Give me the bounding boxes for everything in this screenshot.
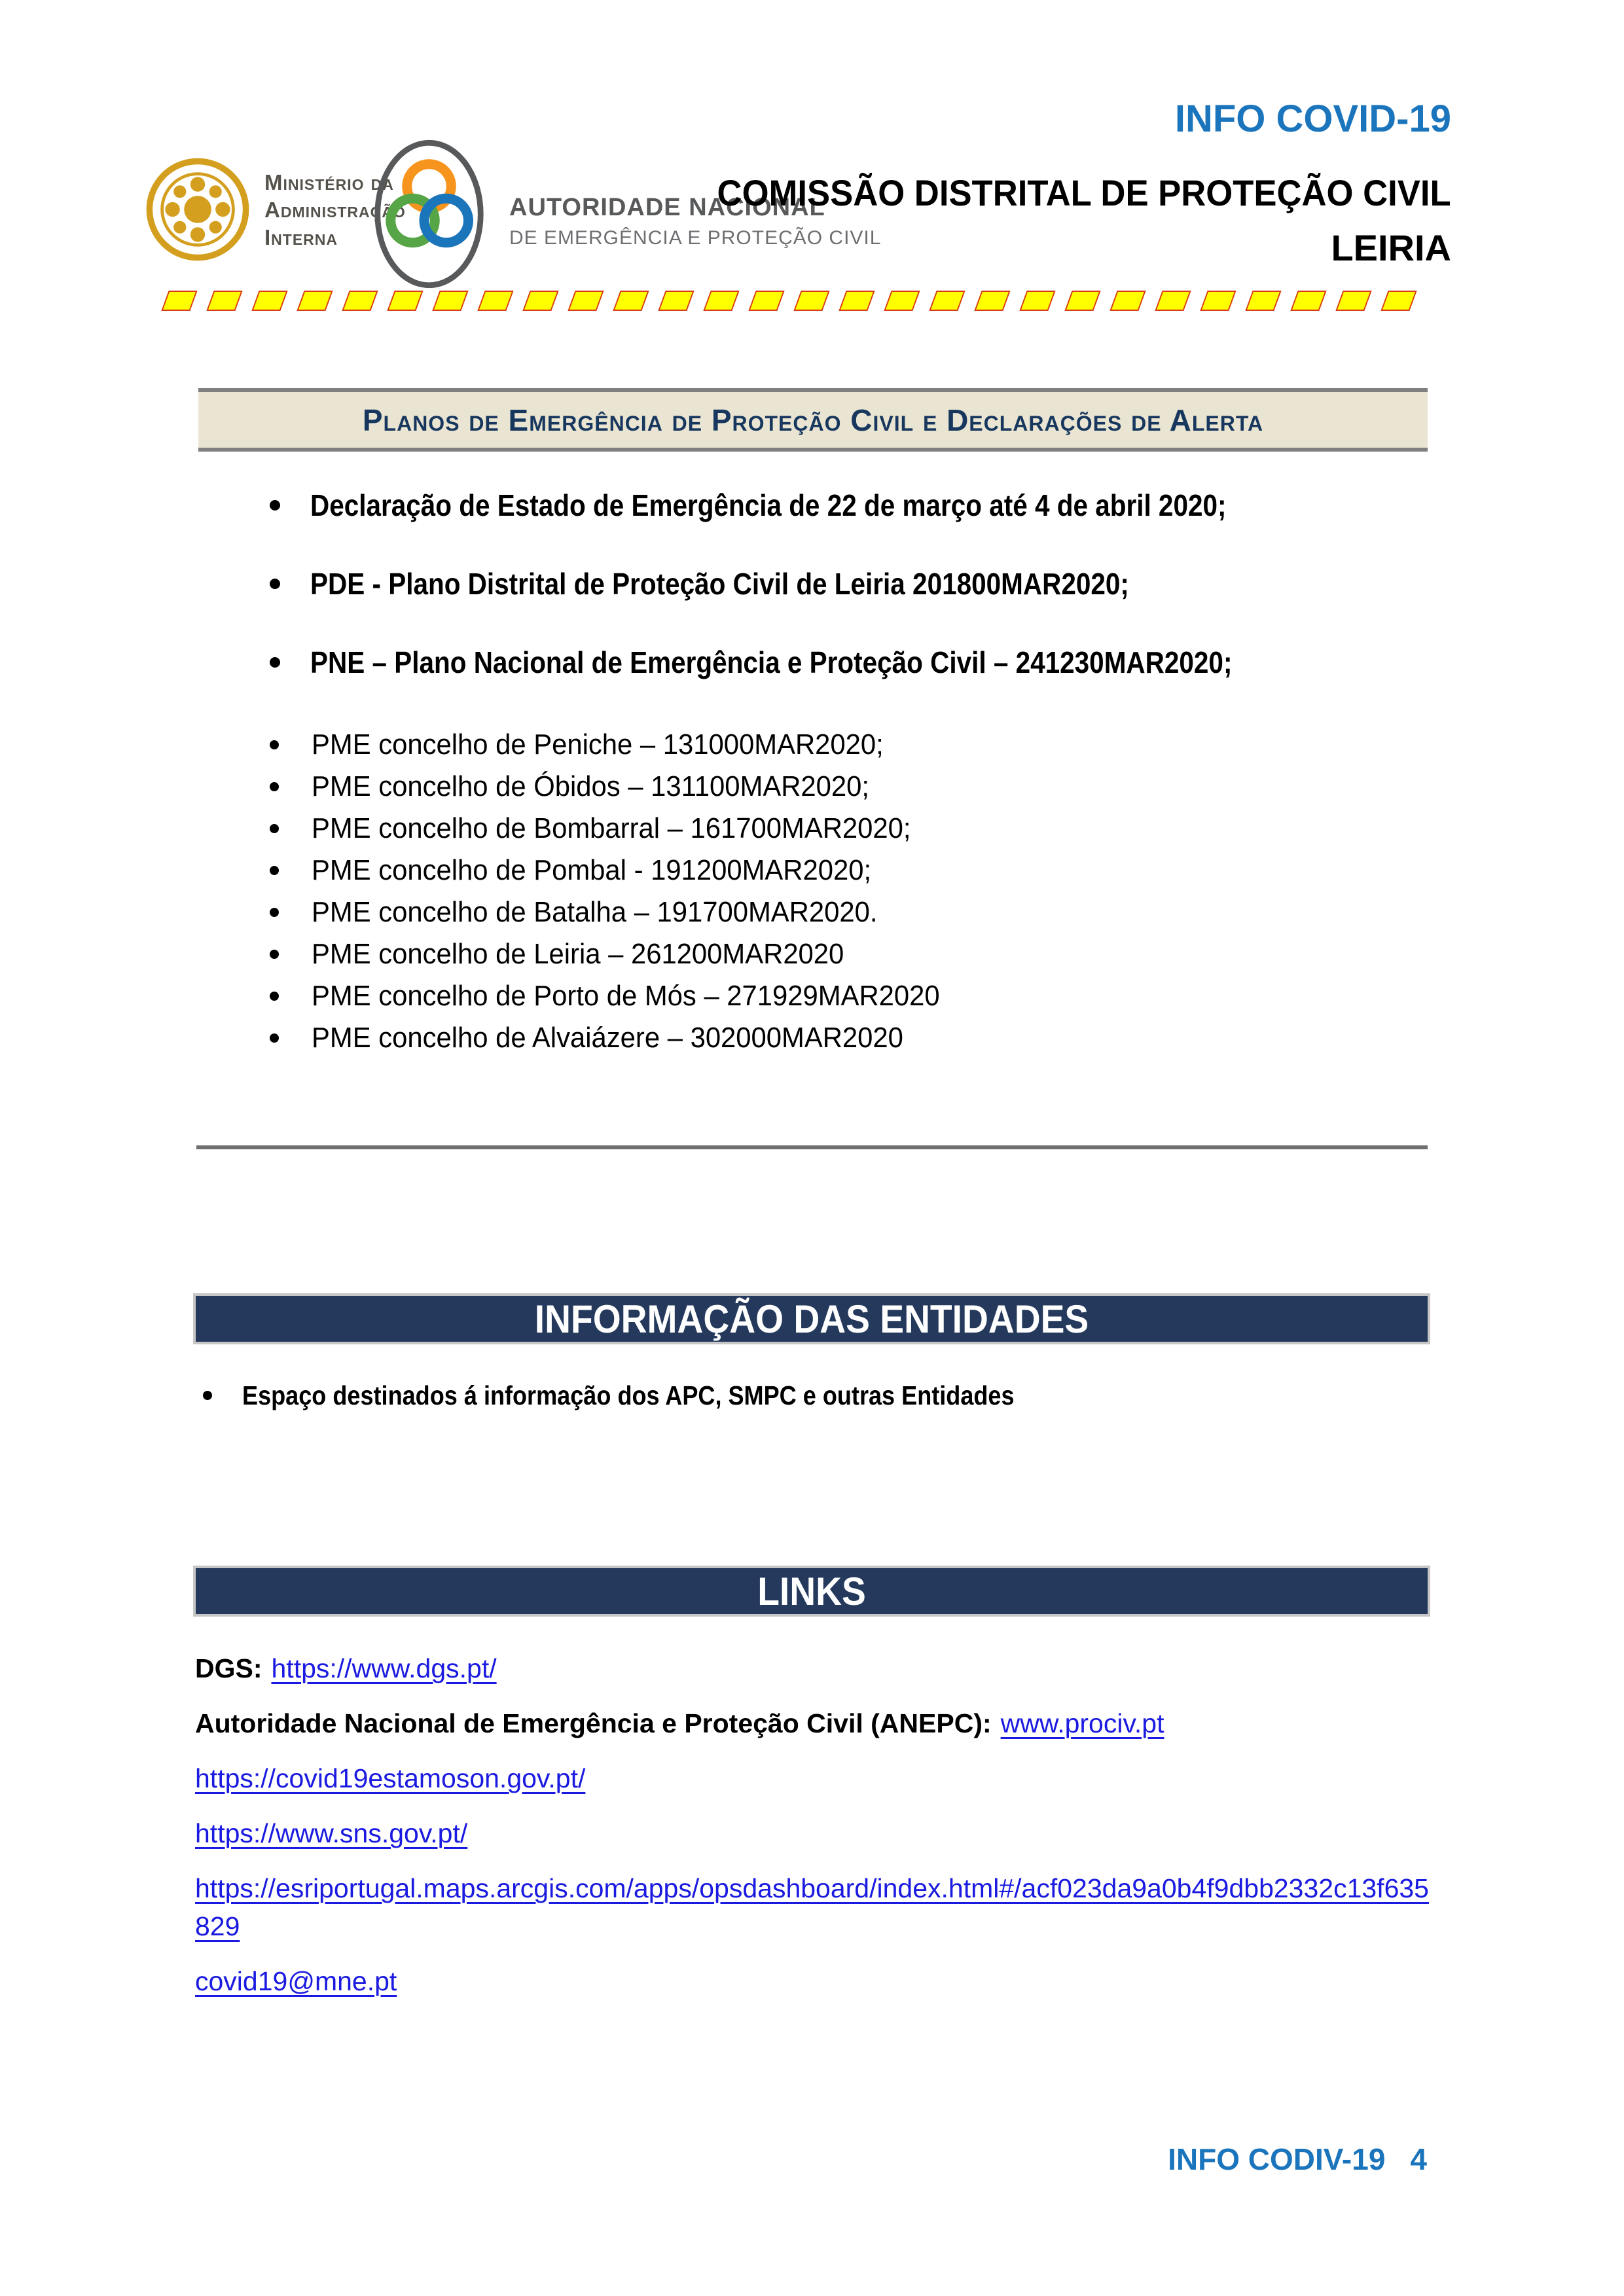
mai-line-2: Administração: [264, 198, 406, 222]
mai-emblem-icon: [145, 157, 250, 265]
bullet-icon: [270, 657, 280, 668]
yellow-dash-icon: [748, 291, 784, 311]
list-item-text: PME concelho de Óbidos – 131100MAR2020;: [312, 770, 870, 802]
footer-label: INFO CODIV-19: [1168, 2142, 1386, 2176]
hyperlink[interactable]: https://covid19estamoson.gov.pt/: [195, 1763, 586, 1793]
yellow-dash-icon: [884, 291, 920, 311]
bullet-icon: [270, 1033, 279, 1043]
list-item-text: PME concelho de Porto de Mós – 271929MAR2020: [312, 980, 940, 1012]
banner-links: [193, 1566, 1430, 1617]
banner-informacao-entidades: [193, 1293, 1430, 1344]
yellow-dash-icon: [1335, 291, 1371, 311]
yellow-dash-icon: [387, 291, 423, 311]
horizontal-divider: [196, 1145, 1428, 1149]
yellow-dash-icon: [929, 291, 965, 311]
yellow-dash-separator: [165, 291, 1413, 311]
banner-text: LINKS: [757, 1569, 866, 1613]
yellow-dash-icon: [206, 291, 242, 311]
list-item: [270, 891, 973, 933]
list-item: [270, 487, 1358, 524]
list-item-text: PME concelho de Pombal - 191200MAR2020;: [312, 854, 872, 886]
list-item-text: Declaração de Estado de Emergência de 22 de março até 4 de abril 2020;: [310, 488, 1227, 522]
highlight-bullet-list: [270, 487, 1358, 723]
entidades-bullet: [203, 1377, 1119, 1414]
list-item: [270, 565, 1358, 602]
yellow-dash-icon: [658, 291, 694, 311]
yellow-dash-icon: [1155, 291, 1191, 311]
link-line: [195, 1704, 1434, 1742]
bullet-icon: [270, 992, 279, 1001]
anepc-line-2: DE EMERGÊNCIA E PROTEÇÃO CIVIL: [509, 227, 882, 249]
link-line: [195, 1649, 1434, 1687]
yellow-dash-icon: [161, 291, 197, 311]
bullet-icon: [270, 866, 279, 875]
list-item: [270, 975, 973, 1017]
list-item: [270, 724, 973, 766]
yellow-dash-icon: [251, 291, 287, 311]
yellow-dash-icon: [477, 291, 513, 311]
list-item: [270, 1017, 973, 1059]
yellow-dash-icon: [1019, 291, 1055, 311]
doc-region: LEIRIA: [1331, 227, 1451, 268]
hyperlink[interactable]: https://esriportugal.maps.arcgis.com/apps/opsdashboard/index.html#/acf023da9a0b4f9dbb2332c13f635829: [195, 1873, 1429, 1941]
hyperlink[interactable]: https://www.dgs.pt/: [271, 1653, 497, 1683]
link-prefix: Autoridade Nacional de Emergência e Proteção Civil (ANEPC):: [195, 1708, 992, 1738]
list-item: [270, 644, 1358, 681]
list-item-text: PME concelho de Batalha – 191700MAR2020.: [312, 896, 878, 928]
link-line: [195, 1962, 1434, 2000]
yellow-dash-icon: [1064, 291, 1100, 311]
link-line: [195, 1814, 1434, 1852]
link-prefix: DGS:: [195, 1653, 262, 1683]
section-heading-planos: [198, 388, 1428, 452]
yellow-dash-icon: [613, 291, 649, 311]
doc-title: INFO COVID-19: [1174, 98, 1451, 140]
list-item-text: PME concelho de Alvaiázere – 302000MAR2020: [312, 1022, 903, 1054]
yellow-dash-icon: [1200, 291, 1236, 311]
list-item-text: PDE - Plano Distrital de Proteção Civil de Leiria 201800MAR2020;: [310, 567, 1129, 601]
yellow-dash-icon: [1380, 291, 1416, 311]
bullet-icon: [270, 579, 280, 589]
bullet-icon: [270, 782, 279, 791]
yellow-dash-icon: [1110, 291, 1146, 311]
links-list: [195, 1649, 1434, 2017]
list-item: [270, 766, 973, 808]
mai-line-1: Ministério da: [264, 170, 394, 194]
doc-subtitle-text: COMISSÃO DISTRITAL DE PROTEÇÃO CIVIL: [717, 172, 1451, 213]
bullet-icon: [203, 1391, 212, 1400]
list-item-text: PME concelho de Peniche – 131000MAR2020;: [312, 728, 884, 761]
yellow-dash-icon: [839, 291, 875, 311]
link-line: [195, 1759, 1434, 1797]
hyperlink[interactable]: covid19@mne.pt: [195, 1966, 397, 1996]
banner-text: INFORMAÇÃO DAS ENTIDADES: [534, 1297, 1089, 1341]
mai-line-3: Interna: [264, 225, 338, 249]
bullet-icon: [270, 500, 280, 511]
yellow-dash-icon: [703, 291, 739, 311]
yellow-dash-icon: [1290, 291, 1326, 311]
list-item-text: PNE – Plano Nacional de Emergência e Proteção Civil – 241230MAR2020;: [310, 645, 1233, 679]
yellow-dash-icon: [522, 291, 558, 311]
hyperlink[interactable]: https://www.sns.gov.pt/: [195, 1818, 468, 1848]
pme-bullet-list: [270, 724, 973, 1059]
yellow-dash-icon: [974, 291, 1010, 311]
bullet-icon: [270, 908, 279, 917]
hyperlink[interactable]: www.prociv.pt: [1000, 1708, 1164, 1738]
link-line: [195, 1869, 1434, 1945]
bullet-icon: [270, 824, 279, 833]
list-item: [270, 808, 973, 850]
yellow-dash-icon: [568, 291, 604, 311]
entidades-bullet-text: Espaço destinados á informação dos APC, SMPC e outras Entidades: [242, 1380, 1015, 1410]
yellow-dash-icon: [432, 291, 468, 311]
doc-subtitle: [670, 171, 1451, 214]
yellow-dash-icon: [793, 291, 829, 311]
anepc-line-1: AUTORIDADE NACIONAL: [509, 194, 825, 221]
list-item-text: PME concelho de Leiria – 261200MAR2020: [312, 938, 844, 970]
bullet-icon: [270, 950, 279, 959]
yellow-dash-icon: [342, 291, 378, 311]
list-item: [270, 933, 973, 975]
bullet-icon: [270, 740, 279, 749]
yellow-dash-icon: [297, 291, 333, 311]
yellow-dash-icon: [1245, 291, 1281, 311]
page-footer: [1168, 2142, 1427, 2177]
anepc-logo-icon: [372, 139, 486, 293]
list-item: [270, 850, 973, 891]
list-item-text: PME concelho de Bombarral – 161700MAR2020;: [312, 812, 911, 844]
section-heading-text: Planos de Emergência de Proteção Civil e Declarações de Alerta: [362, 403, 1264, 437]
footer-page-number: 4: [1410, 2142, 1427, 2176]
